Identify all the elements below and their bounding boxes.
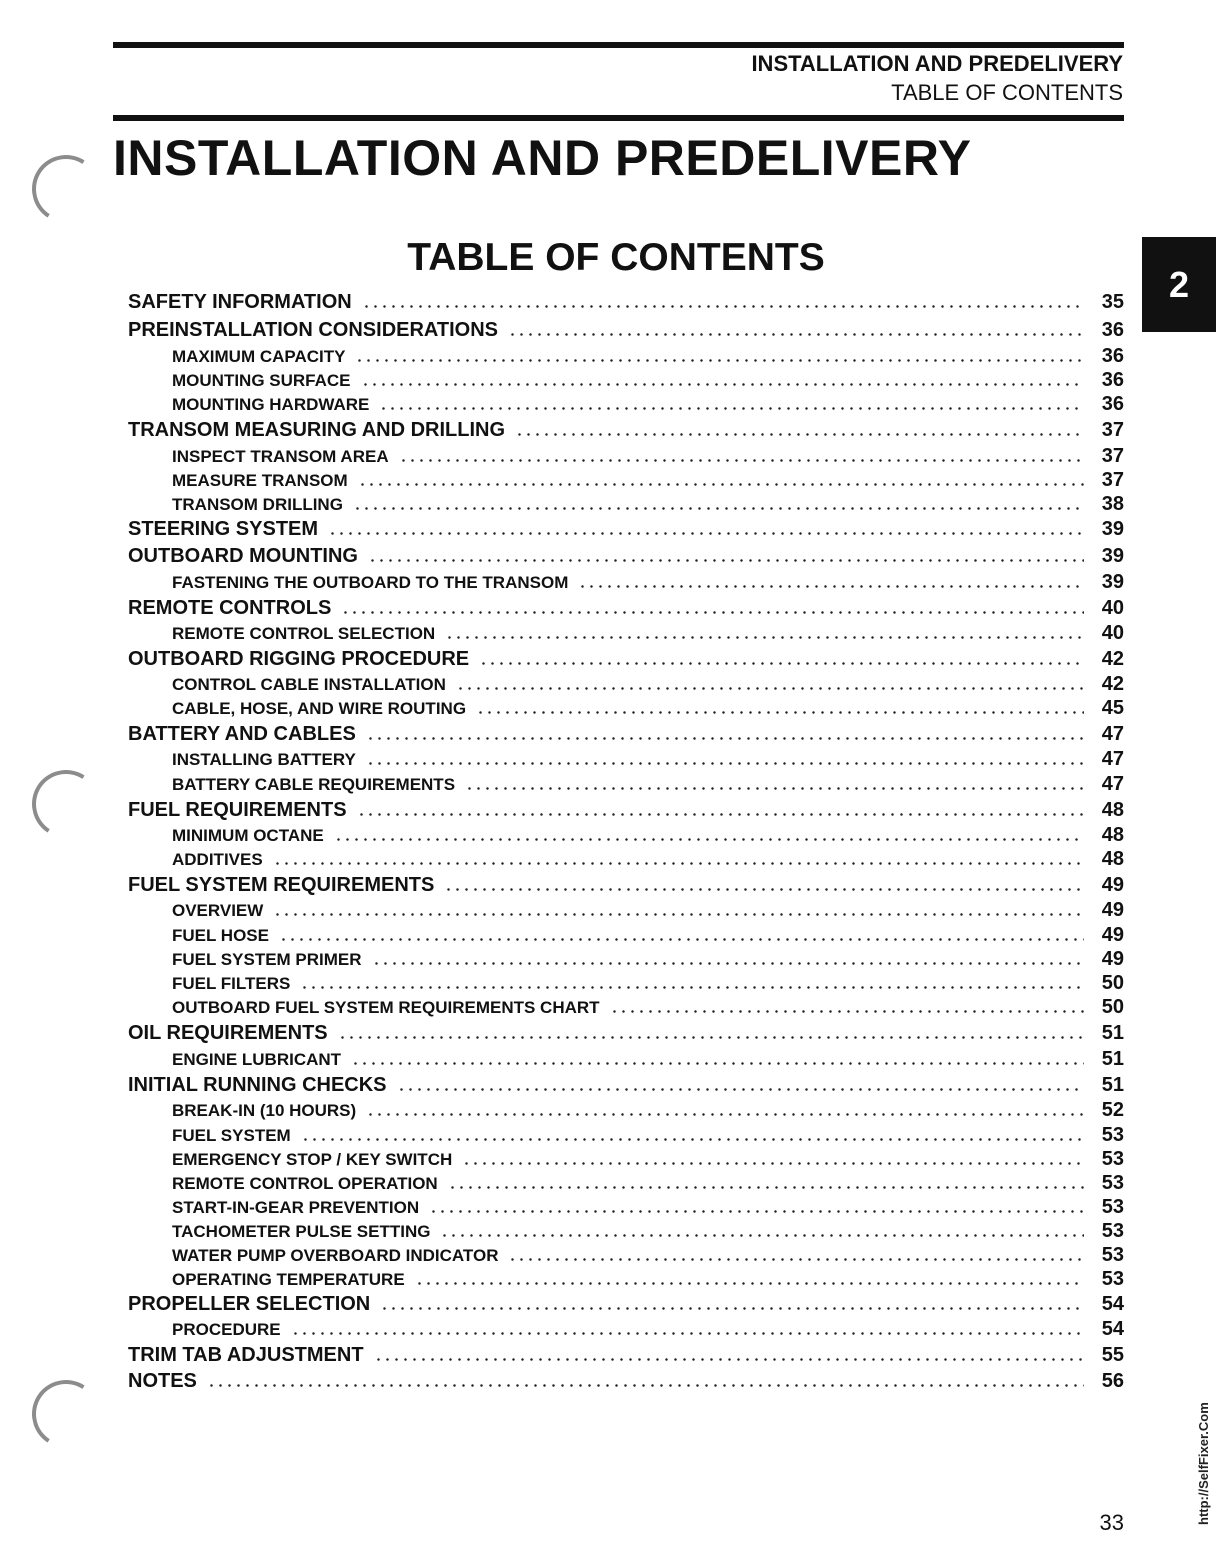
toc-entry-page: 50 [1101, 972, 1124, 994]
toc-subentry[interactable] [172, 1244, 1124, 1268]
toc-subentry[interactable] [172, 445, 1124, 469]
toc-entry-page: 54 [1101, 1293, 1124, 1315]
toc-subentry[interactable] [172, 469, 1124, 493]
binder-hole-mark [26, 149, 107, 230]
page-number: 33 [1099, 1510, 1124, 1535]
toc-entry-label: MAXIMUM CAPACITY [172, 347, 346, 366]
toc-entry-page: 51 [1101, 1022, 1124, 1044]
toc-entry-label: INITIAL RUNNING CHECKS [128, 1074, 387, 1096]
toc-entry-label: TRANSOM DRILLING [172, 495, 343, 514]
toc-entry-page: 47 [1101, 723, 1124, 745]
chapter-title: INSTALLATION AND PREDELIVERY [113, 130, 972, 186]
toc-entry-label: TRIM TAB ADJUSTMENT [128, 1344, 364, 1366]
toc-entry-label: REMOTE CONTROL SELECTION [172, 624, 436, 643]
toc-entry-label: START-IN-GEAR PREVENTION [172, 1198, 420, 1217]
toc-entry-label: INSPECT TRANSOM AREA [172, 447, 389, 466]
toc-dot-leader [610, 1010, 1084, 1013]
toc-entry-page: 48 [1101, 848, 1124, 870]
toc-entry-label: OUTBOARD MOUNTING [128, 545, 358, 567]
toc-subentry[interactable] [172, 1318, 1124, 1342]
toc-entry-page: 53 [1101, 1244, 1124, 1266]
toc-dot-leader [366, 762, 1084, 765]
toc-entry[interactable] [128, 518, 1124, 542]
watermark-url: http://SelfFixer.Com [1196, 1402, 1211, 1525]
toc-dot-leader [462, 1162, 1084, 1165]
toc-subentry[interactable] [172, 1268, 1124, 1292]
toc-entry-page: 40 [1101, 597, 1124, 619]
toc-entry-page: 47 [1101, 748, 1124, 770]
toc-entry[interactable] [128, 1344, 1124, 1368]
toc-dot-leader [207, 1384, 1084, 1387]
toc-dot-leader [366, 737, 1084, 740]
toc-dot-leader [508, 1258, 1084, 1261]
toc-entry-page: 35 [1101, 291, 1124, 313]
toc-entry-page: 54 [1101, 1318, 1124, 1340]
toc-dot-leader [415, 1282, 1084, 1285]
toc-entry-label: BREAK-IN (10 HOURS) [172, 1101, 357, 1120]
toc-entry-page: 51 [1101, 1048, 1124, 1070]
toc-entry-label: NOTES [128, 1370, 197, 1392]
toc-dot-leader [362, 305, 1084, 308]
toc-entry-label: OUTBOARD FUEL SYSTEM REQUIREMENTS CHART [172, 998, 600, 1017]
toc-dot-leader [374, 1358, 1084, 1361]
toc-entry-label: REMOTE CONTROL OPERATION [172, 1174, 438, 1193]
toc-entry-page: 45 [1101, 697, 1124, 719]
chapter-tab: 2 [1142, 237, 1216, 332]
toc-entry-label: FUEL REQUIREMENTS [128, 799, 347, 821]
toc-dot-leader [440, 1234, 1084, 1237]
toc-subentry[interactable] [172, 345, 1124, 369]
toc-subentry[interactable] [172, 1220, 1124, 1244]
toc-entry-label: PROCEDURE [172, 1320, 281, 1339]
binder-hole-mark [26, 1374, 107, 1455]
toc-subentry[interactable] [172, 748, 1124, 772]
toc-entry-label: PREINSTALLATION CONSIDERATIONS [128, 319, 498, 341]
running-header-section: INSTALLATION AND PREDELIVERY [751, 51, 1123, 76]
toc-dot-leader [300, 986, 1084, 989]
toc-entry-page: 49 [1101, 874, 1124, 896]
toc-entry-label: MEASURE TRANSOM [172, 471, 348, 490]
toc-entry-page: 36 [1101, 345, 1124, 367]
toc-dot-leader [456, 687, 1084, 690]
toc-entry-page: 37 [1101, 419, 1124, 441]
toc-subentry[interactable] [172, 697, 1124, 721]
toc-dot-leader [445, 636, 1084, 639]
toc-dot-leader [429, 1210, 1084, 1213]
toc-entry[interactable] [128, 1293, 1124, 1317]
toc-entry-page: 36 [1101, 369, 1124, 391]
toc-entry-label: ADDITIVES [172, 850, 263, 869]
toc-entry-label: INSTALLING BATTERY [172, 750, 356, 769]
toc-dot-leader [368, 559, 1084, 562]
toc-subentry[interactable] [172, 996, 1124, 1020]
toc-dot-leader [301, 1138, 1084, 1141]
toc-entry-page: 38 [1101, 493, 1124, 515]
toc-dot-leader [515, 433, 1084, 436]
toc-subentry[interactable] [172, 622, 1124, 646]
toc-entry-page: 36 [1101, 319, 1124, 341]
toc-dot-leader [372, 962, 1084, 965]
toc-entry-label: EMERGENCY STOP / KEY SWITCH [172, 1150, 453, 1169]
toc-entry-label: FUEL SYSTEM REQUIREMENTS [128, 874, 435, 896]
toc-subentry[interactable] [172, 393, 1124, 417]
toc-entry-label: SAFETY INFORMATION [128, 291, 352, 313]
toc-dot-leader [353, 507, 1084, 510]
toc-entry-label: CABLE, HOSE, AND WIRE ROUTING [172, 699, 467, 718]
toc-dot-leader [448, 1186, 1084, 1189]
toc-entry-label: MOUNTING HARDWARE [172, 395, 370, 414]
toc-dot-leader [279, 938, 1084, 941]
toc-entry-page: 53 [1101, 1148, 1124, 1170]
toc-dot-leader [479, 662, 1084, 665]
toc-entry-page: 37 [1101, 469, 1124, 491]
toc-dot-leader [273, 862, 1084, 865]
toc-entry-label: TACHOMETER PULSE SETTING [172, 1222, 431, 1241]
toc-entry[interactable] [128, 597, 1124, 621]
toc-entry-page: 53 [1101, 1196, 1124, 1218]
toc-entry[interactable] [128, 723, 1124, 747]
toc-subentry[interactable] [172, 1048, 1124, 1072]
toc-entry-label: BATTERY CABLE REQUIREMENTS [172, 775, 456, 794]
toc-dot-leader [361, 383, 1085, 386]
toc-entry-label: OVERVIEW [172, 901, 264, 920]
toc-entry-page: 47 [1101, 773, 1124, 795]
toc-entry[interactable] [128, 1074, 1124, 1098]
toc-entry-label: CONTROL CABLE INSTALLATION [172, 675, 446, 694]
toc-entry-label: ENGINE LUBRICANT [172, 1050, 342, 1069]
toc-entry-page: 56 [1101, 1370, 1124, 1392]
toc-dot-leader [380, 1307, 1084, 1310]
toc-entry-page: 49 [1101, 924, 1124, 946]
toc-dot-leader [273, 913, 1084, 916]
toc-entry-label: BATTERY AND CABLES [128, 723, 356, 745]
toc-entry-label: FASTENING THE OUTBOARD TO THE TRANSOM [172, 573, 569, 592]
binder-hole-mark [26, 764, 107, 845]
toc-entry-page: 55 [1101, 1344, 1124, 1366]
toc-entry-label: STEERING SYSTEM [128, 518, 319, 540]
toc-subentry[interactable] [172, 773, 1124, 797]
toc-entry-label: OUTBOARD RIGGING PROCEDURE [128, 648, 470, 670]
header-rule-top [113, 42, 1124, 48]
toc-entry-page: 40 [1101, 622, 1124, 644]
toc-entry-label: PROPELLER SELECTION [128, 1293, 371, 1315]
toc-entry-page: 37 [1101, 445, 1124, 467]
toc-subentry[interactable] [172, 1124, 1124, 1148]
toc-dot-leader [328, 532, 1084, 535]
toc-entry-page: 48 [1101, 824, 1124, 846]
toc-entry[interactable] [128, 291, 1124, 315]
toc-dot-leader [476, 711, 1084, 714]
toc-dot-leader [341, 611, 1084, 614]
toc-entry-label: OPERATING TEMPERATURE [172, 1270, 405, 1289]
toc-entry-page: 42 [1101, 673, 1124, 695]
toc-entry-label: TRANSOM MEASURING AND DRILLING [128, 419, 506, 441]
toc-entry[interactable] [128, 419, 1124, 443]
toc-entry-label: MOUNTING SURFACE [172, 371, 351, 390]
toc-entry-label: FUEL FILTERS [172, 974, 291, 993]
toc-entry-page: 39 [1101, 571, 1124, 593]
toc-heading: TABLE OF CONTENTS [407, 236, 825, 279]
toc-entry-page: 51 [1101, 1074, 1124, 1096]
toc-entry[interactable] [128, 1022, 1124, 1046]
toc-subentry[interactable] [172, 1172, 1124, 1196]
toc-entry-page: 39 [1101, 518, 1124, 540]
toc-subentry[interactable] [172, 673, 1124, 697]
toc-entry-label: OIL REQUIREMENTS [128, 1022, 328, 1044]
toc-entry-page: 39 [1101, 545, 1124, 567]
running-header-subsection: TABLE OF CONTENTS [891, 80, 1123, 105]
toc-entry-page: 42 [1101, 648, 1124, 670]
toc-subentry[interactable] [172, 1196, 1124, 1220]
toc-entry-page: 52 [1101, 1099, 1124, 1121]
toc-entry-page: 48 [1101, 799, 1124, 821]
toc-subentry[interactable] [172, 369, 1124, 393]
toc-entry-page: 36 [1101, 393, 1124, 415]
toc-dot-leader [508, 333, 1084, 336]
toc-entry-page: 53 [1101, 1172, 1124, 1194]
toc-dot-leader [379, 407, 1084, 410]
toc-entry[interactable] [128, 1370, 1124, 1394]
toc-entry-label: FUEL HOSE [172, 926, 269, 945]
toc-dot-leader [397, 1088, 1084, 1091]
toc-entry[interactable] [128, 319, 1124, 343]
toc-subentry[interactable] [172, 972, 1124, 996]
toc-entry[interactable] [128, 648, 1124, 672]
toc-entry[interactable] [128, 799, 1124, 823]
toc-dot-leader [334, 838, 1084, 841]
toc-entry-page: 49 [1101, 948, 1124, 970]
toc-entry-label: FUEL SYSTEM [172, 1126, 291, 1145]
toc-entry[interactable] [128, 874, 1124, 898]
toc-subentry[interactable] [172, 571, 1124, 595]
toc-entry-page: 53 [1101, 1220, 1124, 1242]
toc-dot-leader [338, 1036, 1084, 1039]
toc-entry-label: FUEL SYSTEM PRIMER [172, 950, 362, 969]
toc-entry-page: 53 [1101, 1268, 1124, 1290]
toc-subentry[interactable] [172, 1148, 1124, 1172]
toc-dot-leader [291, 1332, 1084, 1335]
toc-entry-page: 53 [1101, 1124, 1124, 1146]
toc-dot-leader [399, 459, 1084, 462]
toc-dot-leader [465, 787, 1084, 790]
toc-dot-leader [358, 483, 1084, 486]
toc-dot-leader [444, 888, 1084, 891]
toc-subentry[interactable] [172, 924, 1124, 948]
toc-dot-leader [351, 1062, 1084, 1065]
toc-entry-page: 49 [1101, 899, 1124, 921]
toc-dot-leader [578, 585, 1084, 588]
toc-subentry[interactable] [172, 1099, 1124, 1123]
toc-entry-label: REMOTE CONTROLS [128, 597, 332, 619]
toc-dot-leader [355, 359, 1084, 362]
toc-dot-leader [366, 1113, 1084, 1116]
toc-entry-label: MINIMUM OCTANE [172, 826, 324, 845]
toc-subentry[interactable] [172, 948, 1124, 972]
header-rule-bottom [113, 115, 1124, 121]
toc-entry[interactable] [128, 545, 1124, 569]
toc-subentry[interactable] [172, 848, 1124, 872]
toc-entry-page: 50 [1101, 996, 1124, 1018]
toc-dot-leader [357, 813, 1084, 816]
toc-subentry[interactable] [172, 899, 1124, 923]
toc-entry-label: WATER PUMP OVERBOARD INDICATOR [172, 1246, 499, 1265]
toc-subentry[interactable] [172, 824, 1124, 848]
toc-subentry[interactable] [172, 493, 1124, 517]
